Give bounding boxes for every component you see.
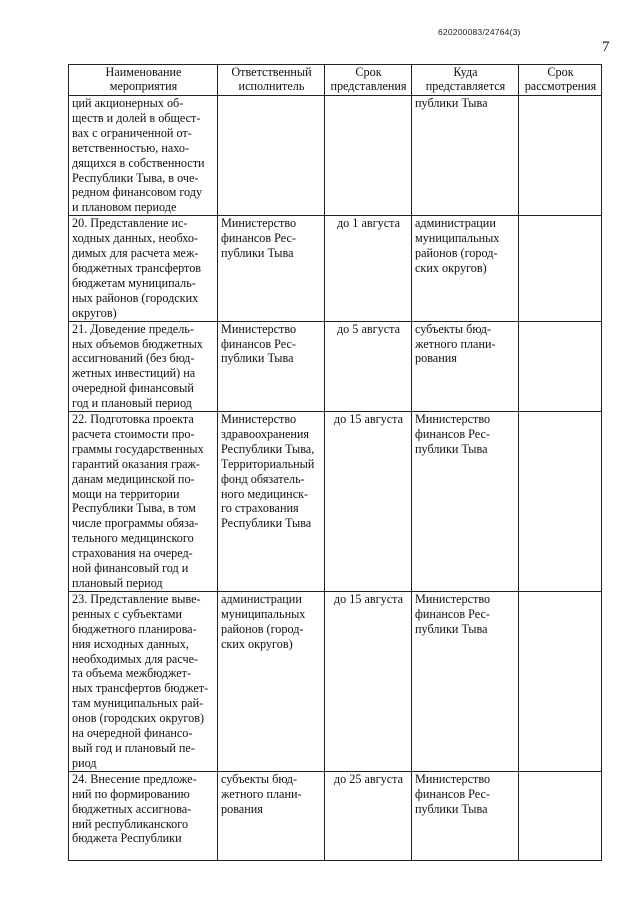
table-row xyxy=(69,771,602,860)
cell-line: рования xyxy=(415,351,457,366)
cell-line: жетных инвестиций) на xyxy=(72,366,196,381)
cell-line: бюджетам муниципаль- xyxy=(72,275,196,290)
cell-line: ветственностью, нахо- xyxy=(72,140,190,155)
cell-review xyxy=(519,412,602,592)
cell-line: бюджетного планирова- xyxy=(72,621,197,636)
cell-line: ных трансфертов бюджет- xyxy=(72,681,209,696)
cell-line: финансов Рес- xyxy=(415,786,490,801)
cell-line: публики Тыва xyxy=(415,441,488,456)
header-executor: Ответственный исполнитель xyxy=(218,65,325,96)
cell-line: здравоохранения xyxy=(221,426,310,441)
cell-deadline xyxy=(325,216,412,321)
cell-line: районов (город- xyxy=(415,246,498,261)
cell-executor xyxy=(218,771,325,860)
cell-line: публики Тыва xyxy=(221,246,294,261)
cell-line: 23. Представление выве- xyxy=(72,591,201,606)
cell-line: редном финансовом году xyxy=(72,185,203,200)
cell-line: Министерство xyxy=(415,591,491,606)
cell-event xyxy=(69,321,218,411)
cell-line: ния исходных данных, xyxy=(72,636,189,651)
cell-line: финансов Рес- xyxy=(221,231,296,246)
cell-line: год и плановый период xyxy=(72,396,192,411)
cell-line: дящихся в собственности xyxy=(72,155,205,170)
cell-executor xyxy=(218,591,325,771)
cell-line: администрации xyxy=(415,216,496,231)
cell-line: округов) xyxy=(72,305,117,320)
cell-line: жетного плани- xyxy=(221,786,302,801)
header-review: Срок рассмотрения xyxy=(519,65,602,96)
cell-line: граммы государственных xyxy=(72,441,204,456)
cell-deadline xyxy=(325,412,412,592)
cell-line: публики Тыва xyxy=(415,96,488,110)
cell-line: 20. Представление ис- xyxy=(72,216,188,231)
cell-line: жетного плани- xyxy=(415,336,496,351)
cell-line: ренных с субъектами xyxy=(72,606,183,621)
cell-line: Министерство xyxy=(221,216,297,231)
table-row xyxy=(69,96,602,216)
header-deadline: Срок представления xyxy=(325,65,412,96)
cell-line: вый год и плановый пе- xyxy=(72,740,195,755)
cell-line: публики Тыва xyxy=(415,801,488,816)
cell-line: тельного медицинского xyxy=(72,531,194,546)
cell-line: бюджетных трансфертов xyxy=(72,260,202,275)
cell-line: Министерство xyxy=(415,412,491,427)
cell-line: страхования на очеред- xyxy=(72,546,193,561)
cell-line: Республики Тыва, в том xyxy=(72,501,196,516)
cell-line: го страхования xyxy=(221,501,299,516)
table-row xyxy=(69,321,602,411)
cell-review xyxy=(519,321,602,411)
cell-line: там муниципальных рай- xyxy=(72,696,204,711)
cell-line: муниципальных xyxy=(221,606,306,621)
cell-line: димых для расчета меж- xyxy=(72,246,199,261)
cell-line: субъекты бюд- xyxy=(415,321,492,336)
cell-line: финансов Рес- xyxy=(221,336,296,351)
table-row xyxy=(69,412,602,592)
cell-line: 24. Внесение предложе- xyxy=(72,771,197,786)
cell-recipient xyxy=(412,96,519,216)
cell-line: ских округов) xyxy=(415,260,487,275)
cell-line: публики Тыва xyxy=(221,351,294,366)
cell-executor xyxy=(218,412,325,592)
cell-recipient xyxy=(412,321,519,411)
cell-line: мощи на территории xyxy=(72,486,180,501)
cell-line: Республики Тыва xyxy=(221,516,312,531)
header-event: Наименование мероприятия xyxy=(69,65,218,96)
cell-line: до 15 августа xyxy=(333,412,404,427)
cell-deadline xyxy=(325,96,412,216)
document-id: 620200083/24764(3) xyxy=(438,27,521,37)
cell-line: вах с ограниченной от- xyxy=(72,125,192,140)
cell-deadline xyxy=(325,771,412,860)
cell-line: Республики Тыва, в оче- xyxy=(72,170,199,185)
cell-recipient xyxy=(412,216,519,321)
cell-line: публики Тыва xyxy=(415,621,488,636)
cell-line: ходных данных, необхо- xyxy=(72,231,198,246)
cell-line: администрации xyxy=(221,591,302,606)
cell-event xyxy=(69,96,218,216)
cell-line: субъекты бюд- xyxy=(221,771,298,786)
page-number: 7 xyxy=(602,39,610,55)
cell-event xyxy=(69,771,218,860)
cell-line: данам медицинской по- xyxy=(72,471,195,486)
cell-line: плановый период xyxy=(72,576,163,590)
cell-line: расчета стоимости про- xyxy=(72,426,195,441)
cell-event xyxy=(69,216,218,321)
table-row xyxy=(69,591,602,771)
cell-executor xyxy=(218,96,325,216)
cell-line: ний по формированию xyxy=(72,786,190,801)
cell-executor xyxy=(218,216,325,321)
cell-review xyxy=(519,591,602,771)
cell-line: Министерство xyxy=(221,412,297,427)
cell-review xyxy=(519,216,602,321)
cell-line: бюджета Республики xyxy=(72,831,182,846)
cell-line: рования xyxy=(221,801,263,816)
cell-line: ществ и долей в общест- xyxy=(72,110,201,125)
cell-line: Территориальный xyxy=(221,456,315,471)
cell-line: на очередной финансо- xyxy=(72,726,193,741)
schedule-table xyxy=(68,64,602,861)
cell-line: риод xyxy=(72,755,97,770)
cell-recipient xyxy=(412,412,519,592)
cell-line: 22. Подготовка проекта xyxy=(72,412,194,427)
cell-line: необходимых для расче- xyxy=(72,651,199,666)
cell-line: ной финансовый год и xyxy=(72,561,189,576)
cell-line: числе программы обяза- xyxy=(72,516,199,531)
cell-line: гарантий оказания граж- xyxy=(72,456,200,471)
cell-line: 21. Доведение предель- xyxy=(72,321,194,336)
cell-line: ний республиканского xyxy=(72,816,189,831)
table-header-row xyxy=(69,65,602,96)
cell-line: онов (городских округов) xyxy=(72,711,205,726)
cell-line: Министерство xyxy=(221,321,297,336)
cell-line: фонд обязатель- xyxy=(221,471,305,486)
cell-line: финансов Рес- xyxy=(415,426,490,441)
cell-event xyxy=(69,412,218,592)
cell-recipient xyxy=(412,771,519,860)
cell-line: Министерство xyxy=(415,771,491,786)
cell-event xyxy=(69,591,218,771)
cell-line: Республики Тыва, xyxy=(221,441,315,456)
cell-line: районов (город- xyxy=(221,621,304,636)
cell-line: бюджетных ассигнова- xyxy=(72,801,192,816)
cell-line: ного медицинск- xyxy=(221,486,309,501)
cell-line: до 1 августа xyxy=(336,216,401,231)
cell-deadline xyxy=(325,591,412,771)
cell-line: финансов Рес- xyxy=(415,606,490,621)
cell-review xyxy=(519,96,602,216)
cell-executor xyxy=(218,321,325,411)
cell-line: ций акционерных об- xyxy=(72,96,184,110)
cell-line: до 5 августа xyxy=(336,321,401,336)
cell-line: ных районов (городских xyxy=(72,290,199,305)
cell-line: до 15 августа xyxy=(333,591,404,606)
cell-line: и плановом периоде xyxy=(72,200,177,215)
cell-recipient xyxy=(412,591,519,771)
cell-line: ных объемов бюджетных xyxy=(72,336,203,351)
cell-line: муниципальных xyxy=(415,231,500,246)
cell-line: до 25 августа xyxy=(333,771,404,786)
table-row xyxy=(69,216,602,321)
cell-line: та объема межбюджет- xyxy=(72,666,192,681)
cell-line: ских округов) xyxy=(221,636,293,651)
cell-line: очередной финансовый xyxy=(72,381,194,396)
header-recipient: Куда представляется xyxy=(412,65,519,96)
cell-line: ассигнований (без бюд- xyxy=(72,351,195,366)
cell-deadline xyxy=(325,321,412,411)
cell-review xyxy=(519,771,602,860)
